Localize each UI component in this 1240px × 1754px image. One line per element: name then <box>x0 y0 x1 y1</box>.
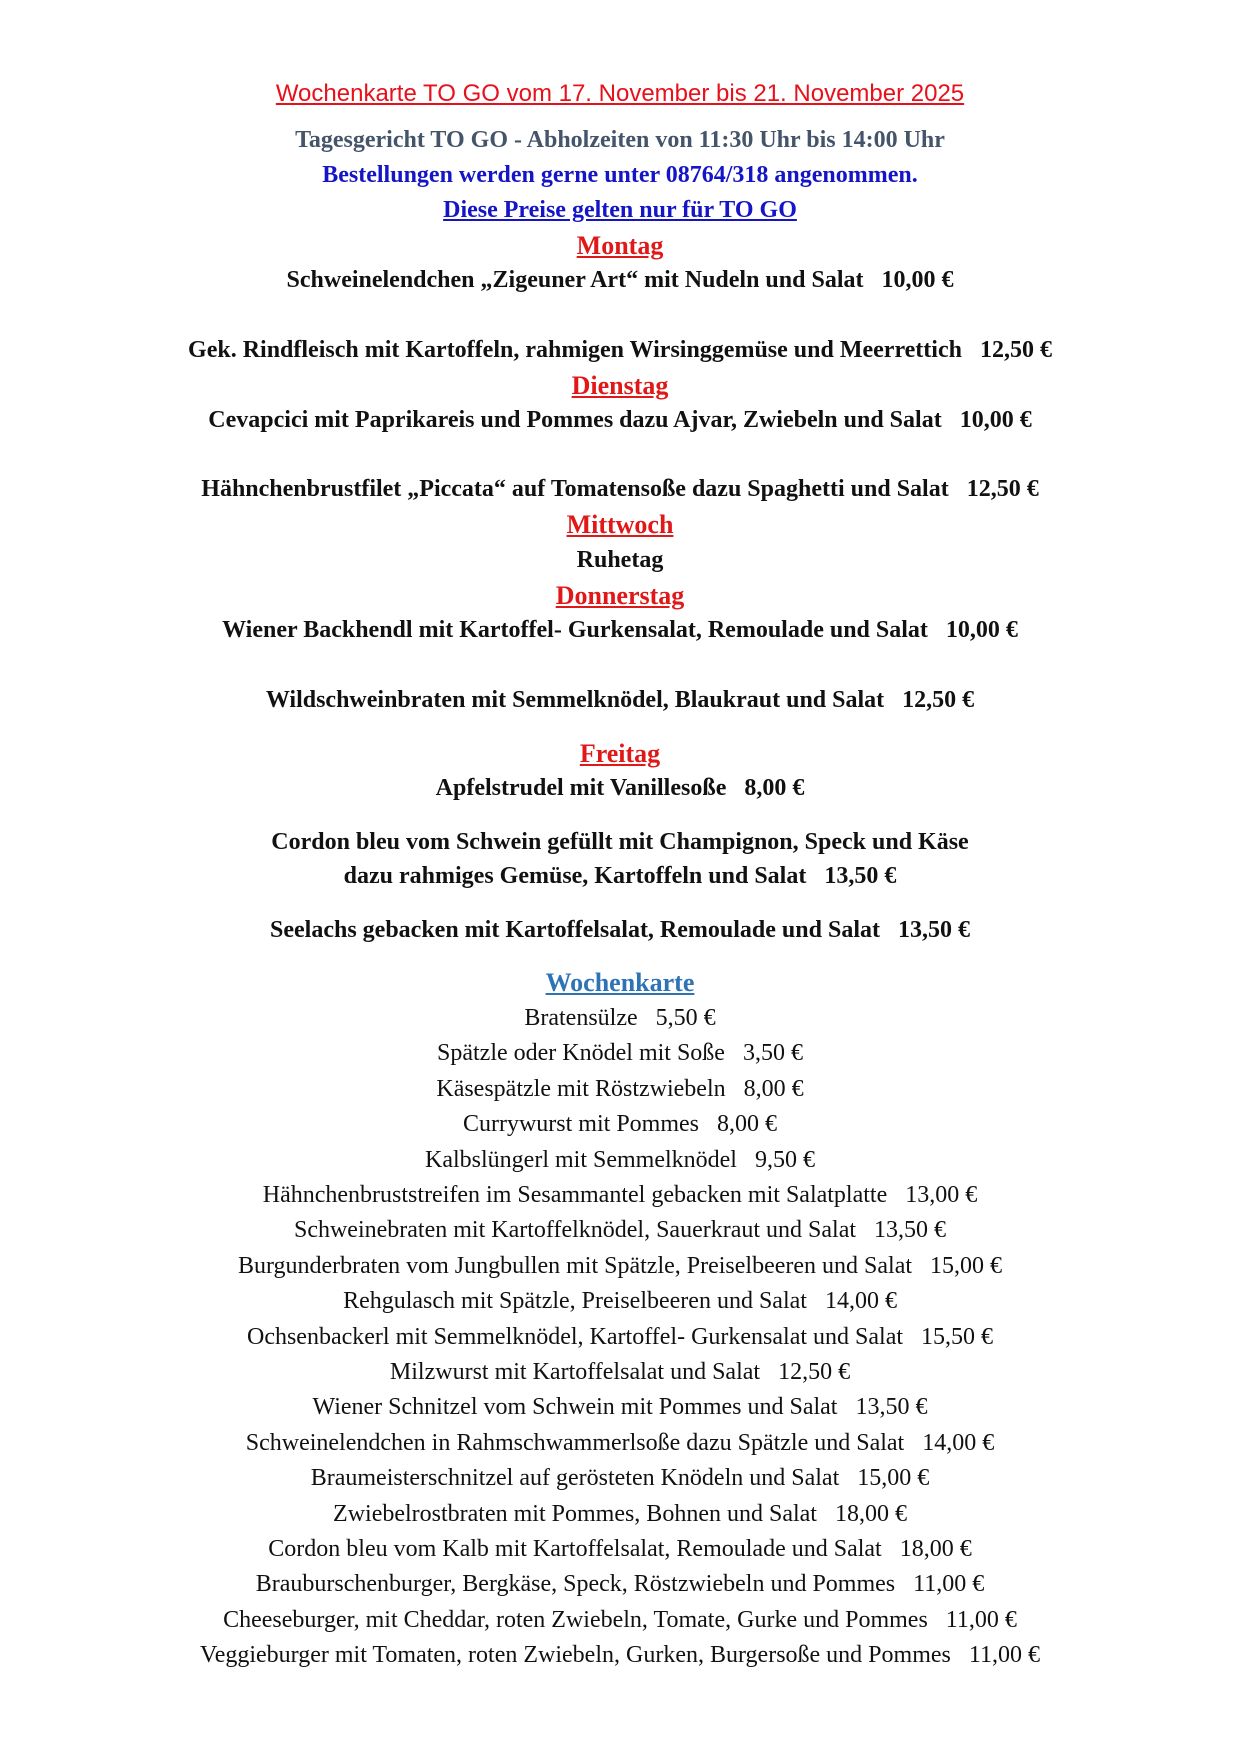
dish-price: 13,50 € <box>897 917 970 943</box>
weekly-item-name: Spätzle oder Knödel mit Soße <box>437 1040 725 1067</box>
weekly-item-price: 8,00 € <box>743 1075 804 1102</box>
dish-name: Apfelstrudel mit Vanillesoße <box>435 775 727 801</box>
order-info: Bestellungen werden gerne unter 08764/318 angenommen. <box>322 162 918 188</box>
weekly-menu-item <box>0 1537 1240 1561</box>
weekly-item-name: Schweinelendchen in Rahmschwammerlsoße dazu Spätzle und Salat <box>245 1429 905 1456</box>
weekly-item-price: 9,50 € <box>754 1146 815 1173</box>
dish-item <box>0 618 1240 642</box>
dish-price: 12,50 € <box>979 337 1052 363</box>
weekly-item-name: Braumeisterschnitzel auf gerösteten Knödeln und Salat <box>310 1465 840 1492</box>
weekly-menu-item <box>0 1254 1240 1278</box>
weekly-item-price: 11,00 € <box>968 1642 1040 1669</box>
dish-name: Seelachs gebacken mit Kartoffelsalat, Remoulade und Salat <box>270 917 880 943</box>
weekly-menu-heading: Wochenkarte <box>545 968 695 997</box>
dish-name-line1: Cordon bleu vom Schwein gefüllt mit Champignon, Speck und Käse <box>271 829 969 855</box>
dish-price: 13,50 € <box>824 863 897 889</box>
weekly-item-name: Burgunderbraten vom Jungbullen mit Spätzle, Preiselbeeren und Salat <box>237 1252 913 1279</box>
weekly-item-price: 13,50 € <box>855 1394 928 1421</box>
weekly-item-name: Cordon bleu vom Kalb mit Kartoffelsalat, Remoulade und Salat <box>268 1536 882 1562</box>
dish-price: 12,50 € <box>966 476 1039 502</box>
weekly-menu-item <box>0 1643 1240 1667</box>
weekly-item-price: 15,00 € <box>857 1465 930 1492</box>
dish-name: Cevapcici mit Paprikareis und Pommes dazu Ajvar, Zwiebeln und Salat <box>208 407 942 433</box>
weekly-item-price: 11,00 € <box>945 1606 1017 1633</box>
weekly-menu-item <box>0 1431 1240 1455</box>
weekly-item-name: Cheeseburger, mit Cheddar, roten Zwiebeln, Tomate, Gurke und Pommes <box>223 1606 928 1633</box>
weekly-menu-item <box>0 1148 1240 1172</box>
dish-price: 8,00 € <box>744 775 805 801</box>
weekly-item-price: 14,00 € <box>922 1429 995 1456</box>
dish-price: 10,00 € <box>945 617 1018 643</box>
weekly-menu-item <box>0 1041 1240 1065</box>
dish-name-line2: dazu rahmiges Gemüse, Kartoffeln und Salat <box>343 863 807 889</box>
dish-item <box>0 688 1240 712</box>
pickup-times: Tagesgericht TO GO - Abholzeiten von 11:30 Uhr bis 14:00 Uhr <box>295 127 945 153</box>
weekly-item-name: Currywurst mit Pommes <box>462 1111 699 1138</box>
dish-item <box>0 864 1240 888</box>
weekly-item-price: 13,00 € <box>905 1182 978 1208</box>
weekly-menu-item <box>0 1289 1240 1313</box>
weekly-item-price: 15,50 € <box>921 1323 994 1350</box>
weekly-menu-item <box>0 1572 1240 1596</box>
dish-price: 10,00 € <box>959 407 1032 433</box>
weekly-item-price: 3,50 € <box>742 1040 803 1067</box>
weekly-menu-item <box>0 1360 1240 1384</box>
weekly-item-price: 18,00 € <box>899 1536 972 1562</box>
weekly-item-name: Bratensülze <box>524 1005 638 1031</box>
dish-price: 10,00 € <box>881 267 954 293</box>
dish-item <box>0 918 1240 942</box>
weekly-item-price: 11,00 € <box>913 1571 985 1598</box>
weekly-item-price: 12,50 € <box>778 1359 851 1385</box>
weekly-menu-item <box>0 1608 1240 1632</box>
closed-day-text: Ruhetag <box>576 547 664 573</box>
weekly-menu-item <box>0 1218 1240 1242</box>
weekly-item-name: Brauburschenburger, Bergkäse, Speck, Röstzwiebeln und Pommes <box>255 1571 896 1598</box>
weekly-item-name: Rehgulasch mit Spätzle, Preiselbeeren und Salat <box>343 1288 807 1315</box>
weekly-item-name: Schweinebraten mit Kartoffelknödel, Sauerkraut und Salat <box>293 1217 857 1244</box>
weekly-menu-item <box>0 1006 1240 1030</box>
dish-name: Schweinelendchen „Zigeuner Art“ mit Nudeln und Salat <box>286 267 864 293</box>
weekly-item-name: Wiener Schnitzel vom Schwein mit Pommes und Salat <box>312 1394 838 1421</box>
day-heading-montag: Montag <box>576 231 664 260</box>
weekly-item-price: 14,00 € <box>824 1288 897 1315</box>
weekly-item-price: 18,00 € <box>834 1500 907 1527</box>
weekly-menu-item <box>0 1077 1240 1101</box>
day-heading-donnerstag: Donnerstag <box>555 581 685 610</box>
dish-item <box>0 477 1240 501</box>
weekly-item-name: Käsespätzle mit Röstzwiebeln <box>436 1075 726 1102</box>
weekly-menu-item <box>0 1112 1240 1136</box>
day-heading-dienstag: Dienstag <box>571 371 669 400</box>
weekly-menu-item <box>0 1183 1240 1207</box>
weekly-menu-item <box>0 1466 1240 1490</box>
dish-name: Wildschweinbraten mit Semmelknödel, Blaukraut und Salat <box>265 687 885 713</box>
dish-name: Hähnchenbrustfilet „Piccata“ auf Tomatensoße dazu Spaghetti und Salat <box>201 476 949 502</box>
dish-item <box>0 268 1240 292</box>
weekly-item-name: Hähnchenbruststreifen im Sesammantel gebacken mit Salatplatte <box>262 1182 888 1208</box>
dish-name: Wiener Backhendl mit Kartoffel- Gurkensalat, Remoulade und Salat <box>222 617 928 643</box>
dish-price: 12,50 € <box>902 687 975 713</box>
dish-item <box>0 338 1240 362</box>
weekly-item-name: Ochsenbackerl mit Semmelknödel, Kartoffel- Gurkensalat und Salat <box>246 1323 904 1350</box>
weekly-menu-item <box>0 1325 1240 1349</box>
weekly-item-price: 8,00 € <box>717 1111 777 1138</box>
weekly-item-name: Zwiebelrostbraten mit Pommes, Bohnen und Salat <box>333 1500 817 1527</box>
price-note: Diese Preise gelten nur für TO GO <box>443 197 797 223</box>
weekly-menu-item <box>0 1395 1240 1419</box>
weekly-item-name: Kalbslüngerl mit Semmelknödel <box>425 1146 737 1173</box>
weekly-item-name: Milzwurst mit Kartoffelsalat und Salat <box>389 1359 761 1385</box>
dish-item <box>0 776 1240 800</box>
weekly-item-price: 5,50 € <box>655 1005 716 1031</box>
weekly-item-name: Veggieburger mit Tomaten, roten Zwiebeln, Gurken, Burgersoße und Pommes <box>200 1642 951 1669</box>
weekly-item-price: 13,50 € <box>874 1217 947 1244</box>
weekly-menu-item <box>0 1502 1240 1526</box>
dish-name: Gek. Rindfleisch mit Kartoffeln, rahmigen Wirsinggemüse und Meerrettich <box>188 337 962 363</box>
weekly-item-price: 15,00 € <box>930 1252 1003 1279</box>
day-heading-mittwoch: Mittwoch <box>566 510 674 539</box>
dish-item <box>0 408 1240 432</box>
menu-title: Wochenkarte TO GO vom 17. November bis 21. November 2025 <box>275 80 965 107</box>
day-heading-freitag: Freitag <box>579 739 661 768</box>
